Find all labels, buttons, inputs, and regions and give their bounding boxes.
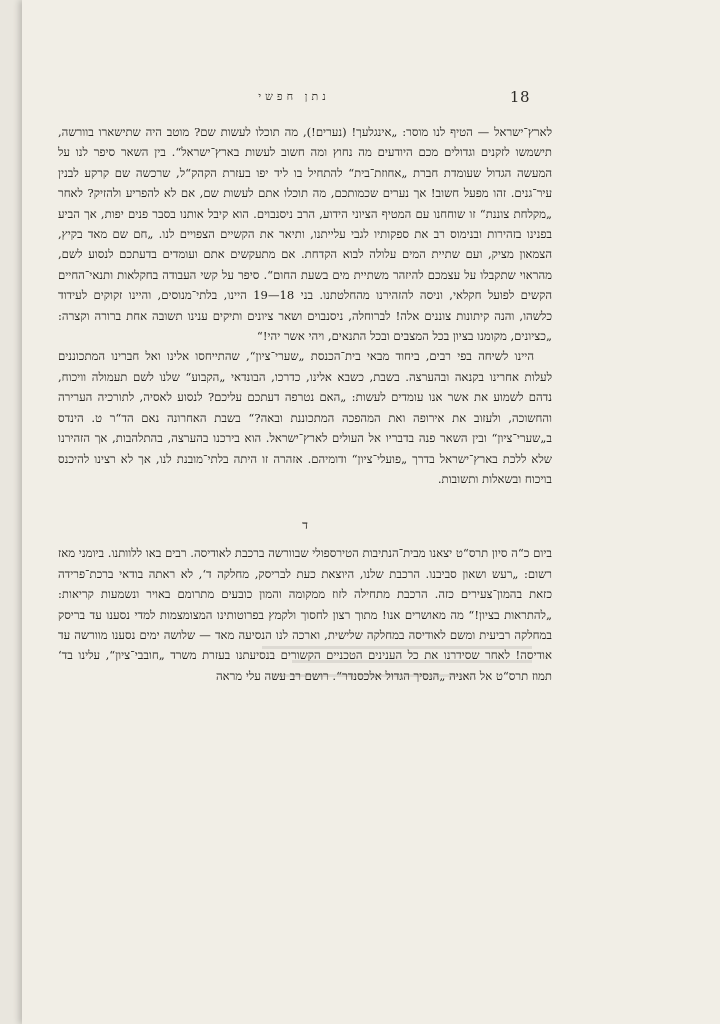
page-body [58,122,552,686]
paragraph-1: לארץ־ישראל — הטיף לנו מוסר: „אינגלעך! (נערים!), מה תוכלו לעשות שם? מוטב היה שתישארו בוורשה, תישמשו לזקנים וגדולים מכם היודעים מה נחוץ ומה חשוב לעשות בארץ־ישראל“. בין השאר סיפר לנו על המעשה הגדול שעומדת חברת „אחוזת־בית“ להתחיל בו ליד יפו בעזרת הקהק“ל, שרכשה שם קרקע לבנין עיר־גנים. זהו מפעל חשוב! אך נערים שכמותכם, מה תוכלו אתם לעשות שם, אם לא להפריע ולהזיק? לאחר „מקלחת צוננת“ זו שוחחנו עם המטיף הציוני הידוע, הרב ניסנבוים. הוא קיבל אותנו בסבר פנים יפות, אך הביע בפנינו בזהירות ובנימוס רב את ספקותיו לגבי עלייתנו, ותיאר את הקשיים הצפויים לנו. „חם שם מאד בקיץ, הצמאון מציק, ועם שתיית המים עלולה לבוא הקדחת. אם מתעקשים אתם ועומדים בדעתכם לנסוע לשם, מהראוי שתקבלו על עצמכם להיזהר משתיית מים בשעת החום“. סיפר על קשי העבודה בחקלאות ותנאי־החיים הקשים לפועל חקלאי, וניסה להזהירנו מהחלטתנו. בני 18—19 היינו, בלתי־מנוסים, והיינו זקוקים לעידוד כלשהו, והנה קיתונות צוננים אלה! לברוחלה, ניסנבוים ושאר ציונים ותיקים ענינו תשובה אחת ברורה וקצרה: „כציונים, מקומנו בציון בכל המצבים ובכל התנאים, ויהי אשר יהי!“ [58,125,552,344]
running-title: נתן חפשי [258,90,330,103]
book-page [22,0,720,1024]
section-marker: ד [302,518,308,533]
section-paragraph-1: ביום כ“ה סיון תרס“ט יצאנו מבית־הנתיבות הטירספולי שבוורשה ברכבת לאודיסה. רבים באו ללוותנו. ביומני מאז רשום: „רעש ושאון סביבנו. הרכבת שלנו, היוצאת כעת לבריסק, מחלקה ד‘, לא ראתה בודאי ברכת־פרידה כזאת בהמון־צעירים כזה. הרכבת מתחילה לזוז ממקומה והמון כובעים מתרומם באויר ונשמעות קריאות: „להתראות בציון!“ מה מאושרים אנו! מתוך רצון לחסוך ולקמץ בפרוטותינו המצומצמות למדי נסענו עד בריסק במחלקה רביעית ומשם לאודיסה במחלקה שלישית, וארכה לנו הנסיעה מאד — שלושה ימים נסענו מוורשה עד אודיסה! לאחר שסידרנו את כל הענינים הטכניים הקשורים בנסיעתנו בעזרת משרד „חובבי־ציון“, עלינו בד‘ תמוז תרס“ט אל האניה „הנסיך הגדול אלכסנדר“. רושם רב עשה עלי מראה [58,546,552,683]
page-number: 18 [509,88,530,106]
running-head [58,88,530,110]
paragraph-2: היינו לשיחה בפי רבים, ביחוד מבאי בית־הכנסת „שערי־ציון“, שהתייחסו אלינו ואל חברינו המתכוננים לעלות אחרינו בקנאה ובהערצה. בשבת, כשבא אלינו, כדרכו, הבונדאי „הקבוע“ שלנו לשם תעמולה וויכוח, נדהם לשמוע את אשר אנו עומדים לעשות: „האם נטרפה דעתכם עליכם? לנסוע לאסיה, לתורכיה הערירה והחשוכה, ולעזוב את אירופה ואת המהפכה המתכוננת ובאה?“ בשבת האחרונה נאם הד“ר ט. הינדס ב„שערי־ציון“ ובין השאר פנה בדבריו אל העולים לארץ־ישראל. הוא בירכנו בהערצה, בהתלהבות, אך הזהירנו שלא ללכת בארץ־ישראל בדרך „פועלי־ציון“ ודומיהם. אזהרה זו היתה בלתי־מובנת לנו, אך לא רצינו להיכנס בויכוח ובשאלות ותשובות. [58,349,553,486]
